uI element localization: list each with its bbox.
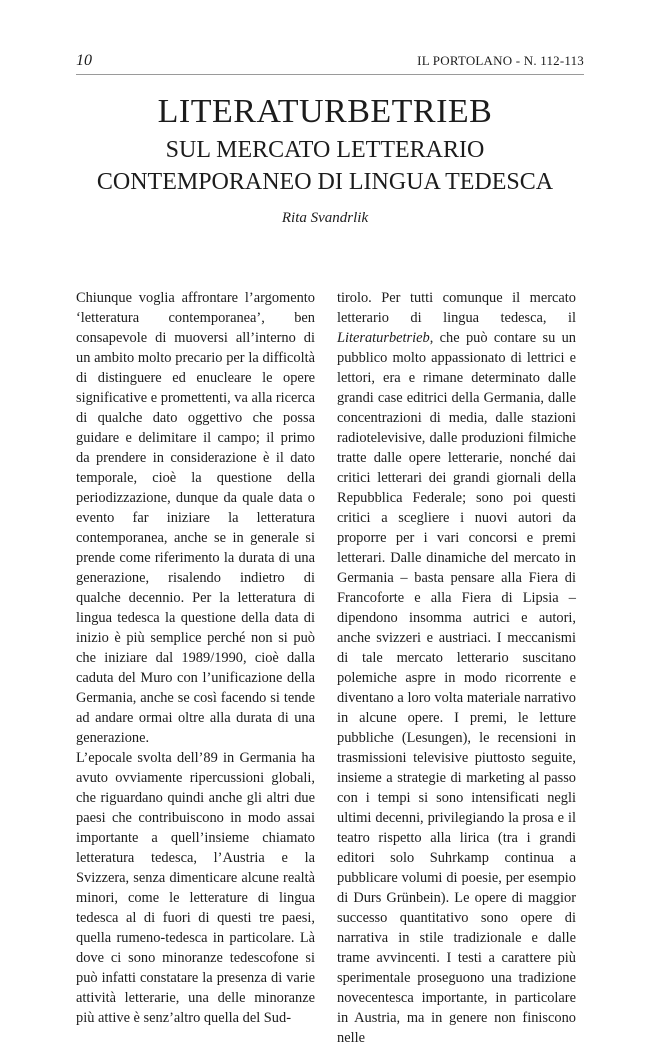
article-heading [0,92,650,227]
body-text: , che può contare su un pubblico molto appassionato di lettrici e lettori, era e rimane determinato dalle grandi case editrici della Germania, dalle concentrazioni di media, dalle stazioni radiotelevisive, dalle produzioni filmiche tratte dalle opere letterarie, nonché dai critici letterari dei grandi giornali della Repubblica Federale; sono poi questi critici a scegliere i nuovi autori da proporre per i vari concorsi e premi letterari. Dalle dinamiche del mercato in Germania – basta pensare alla Fiera di Francoforte e alla Fiera di Lipsia – dipendono insomma autrici e autori, anche svizzeri e austriaci. I meccanismi di tale mercato letterario suscitano polemiche aspre in modo ricorrente e diventano a loro volta materiale narrativo in alcune opere. I premi, le letture pubbliche (Lesungen), le recensioni in trasmissioni televisive piuttosto seguite, insieme a strategie di marketing al passo con i tempi si sono intensificati negli ultimi decenni, privilegiando la prosa e il teatro rispetto alla lirica (tra i grandi editori solo Suhrkamp continua a pubblicare volumi di poesie, per esempio di Durs Grünbein). Le opere di maggior successo quantitativo sono opere di narrativa in stile tradizionale e dalle trame avvincenti. I testi a carattere più sperimentale proseguono una tradizione novecentesca importante, in particolare in Austria, ma in genere non finiscono nelle [337,330,576,1046]
article-subtitle-line-2: CONTEMPORANEO DI LINGUA TEDESCA [96,169,554,195]
text-column-right [337,288,576,1048]
article-subtitle-line-1: SUL MERCATO LETTERARIO [165,137,485,163]
article-author: Rita Svandrlik [281,210,369,226]
italic-term: Literaturbetrieb [337,330,430,346]
body-paragraph: L’epocale svolta dell’89 in Germania ha avuto ovviamente ripercussioni globali, che riguardano quindi anche gli altri due paesi che contribuiscono in modo assai importante a quell’insieme chiamato letteratura tedesca, l’Austria e la Svizzera, senza dimenticare alcune realtà minori, come le letterature di lingua tedesca al di fuori di questi tre paesi, quella rumeno-tedesca in particolare. Là dove ci sono minoranze tedescofone si può infatti constatare la presenza di varie attività letterarie, una delle minoranze più attive è senz’altro quella del Sud- [76,750,315,1026]
article-title: LITERATURBETRIEB [157,93,493,130]
running-header [76,52,584,75]
journal-issue: IL PORTOLANO - N. 112-113 [417,53,584,68]
page-number: 10 [76,52,92,69]
body-paragraph: Chiunque voglia affrontare l’argomento ‘letteratura contemporanea’, ben consapevole di muoversi all’interno di un ambito molto precario per la difficoltà di distinguere ed enucleare le opere significative e promettenti, va alla ricerca di qualche dato oggettivo che possa guidare e delimitare il campo; il primo da prendere in considerazione è il dato temporale, cioè la questione della periodizzazione, dunque da quale data o evento far iniziare la letteratura contemporanea, anche se in generale si prende come riferimento la durata di una generazione, risalendo indietro di qualche decennio. Per la letteratura di lingua tedesca la questione della data di inizio è più semplice perché non si può che iniziare dal 1989/1990, cioè dalla caduta del Muro con l’unificazione della Germania, anche se così facendo si tende ad andare ormai oltre alla durata di una generazione. [76,290,315,746]
body-text: tirolo. Per tutti comunque il mercato letterario di lingua tedesca, il [337,290,576,326]
body-paragraph-continued [337,288,576,1048]
text-column-left [76,288,315,1028]
